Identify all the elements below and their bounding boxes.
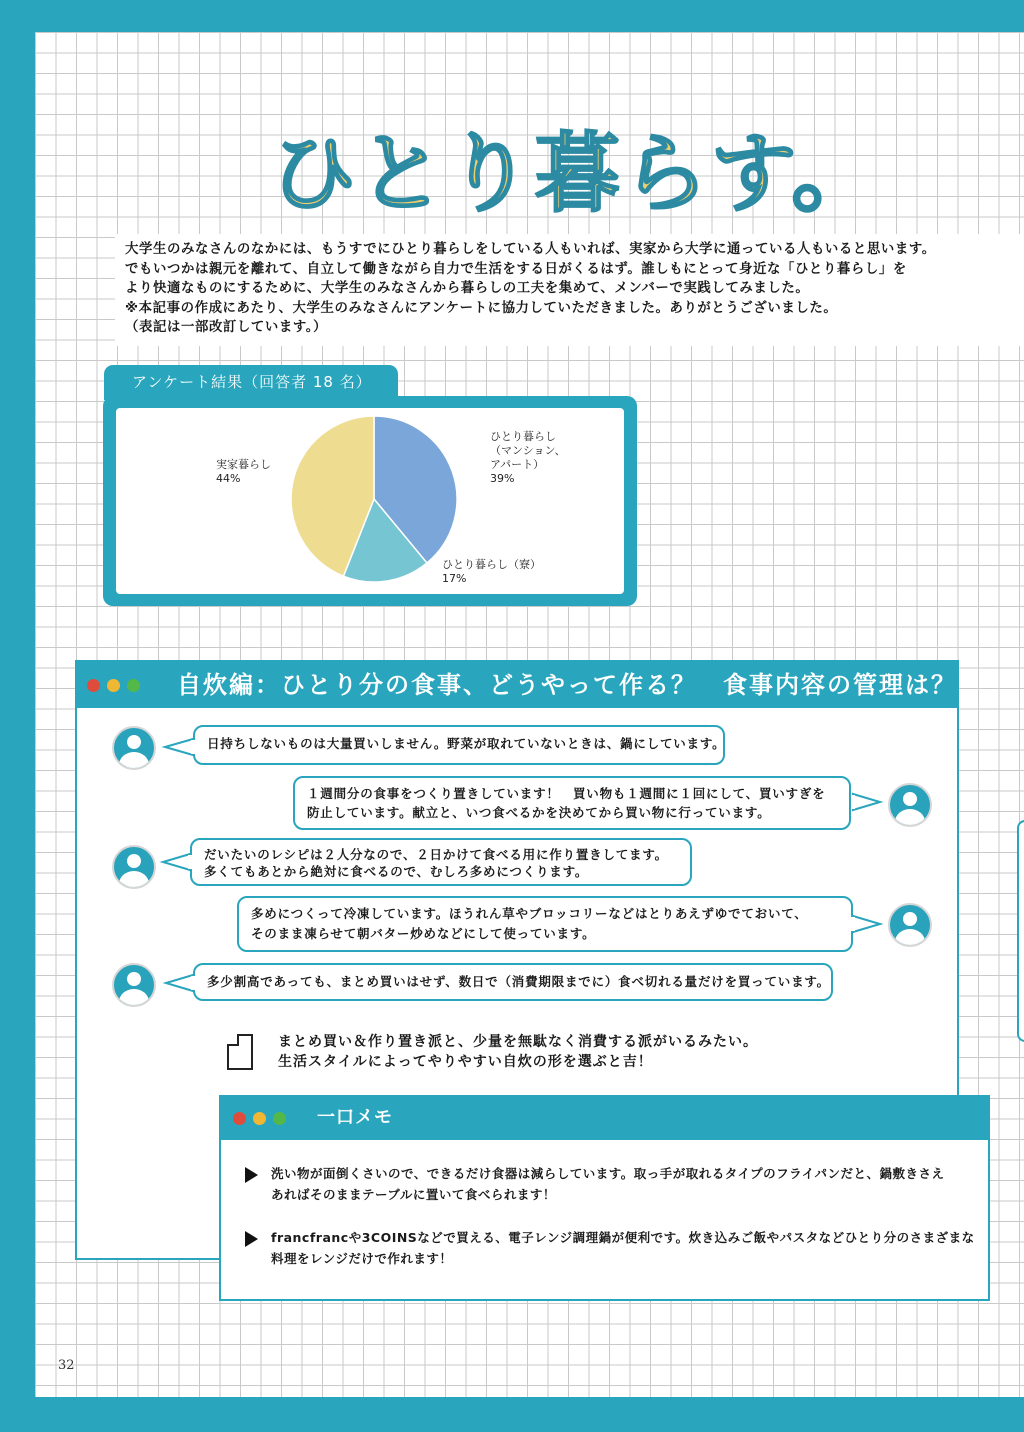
- user-avatar-icon: [888, 783, 932, 827]
- pie-label-family: [216, 458, 271, 486]
- intro-line: （表記は一部改訂しています。）: [125, 320, 328, 335]
- pie-label-text: ひとり暮らし （マンション、 アパート）: [490, 430, 566, 471]
- chat-line: 防止しています。献立と、いつ食べるかを決めてから買い物に行っています。: [307, 805, 771, 820]
- chat-bubble: [293, 776, 851, 830]
- note-text: [278, 1032, 758, 1072]
- pie-label-dorm: [442, 558, 541, 586]
- page-title: ひとり暮らす。: [270, 124, 880, 224]
- pie-label-pct: 39%: [490, 472, 515, 485]
- document-icon: [227, 1034, 253, 1070]
- user-avatar-icon: [112, 963, 156, 1007]
- green-dot-icon: [273, 1112, 286, 1125]
- chat-line: だいたいのレシピは２人分なので、２日かけて食べる用に作り置きしてます。: [204, 847, 668, 862]
- intro-line: でもいつかは親元を離れて、自立して働きながら自力で生活をする日がくるはず。誰しもにとって身近な「ひとり暮らし」を: [125, 261, 907, 277]
- chat-bubble: [193, 725, 725, 765]
- memo-header: [221, 1097, 988, 1140]
- chat-bubble: [193, 963, 833, 1001]
- memo-item: [245, 1163, 945, 1205]
- chat-line: １週間分の食事をつくり置きしています！ 買い物も１週間に１回にして、買いすぎを: [307, 786, 826, 801]
- memo-item: [245, 1227, 975, 1269]
- intro-text: [115, 234, 1024, 346]
- page-number: 32: [58, 1358, 75, 1373]
- play-arrow-icon: [245, 1231, 258, 1247]
- pie-label-pct: 17%: [442, 572, 467, 585]
- memo-line: 洗い物が面倒くさいので、できるだけ食器は減らしています。取っ手が取れるタイプのフライパンだと、鍋敷きさえ: [271, 1166, 945, 1181]
- chat-line: 多くてもあとから絶対に食べるので、むしろ多めにつくります。: [204, 864, 589, 879]
- note-line: まとめ買い＆作り置き派と、少量を無駄なく消費する派がいるみたい。: [278, 1034, 758, 1050]
- user-avatar-icon: [888, 903, 932, 947]
- chat-line: 多少割高であっても、まとめ買いはせず、数日で（消費期限までに）食べ切れる量だけを買っています。: [207, 974, 830, 989]
- memo-title: 一口メモ: [317, 1107, 393, 1128]
- user-avatar-icon: [112, 726, 156, 770]
- yellow-dot-icon: [107, 679, 120, 692]
- memo-panel: [219, 1095, 990, 1301]
- pie-label-pct: 44%: [216, 472, 241, 485]
- intro-line: 大学生のみなさんのなかには、もうすでにひとり暮らしをしている人もいれば、実家から大学に通っている人もいると思います。: [125, 242, 936, 257]
- play-arrow-icon: [245, 1167, 258, 1183]
- intro-line: より快適なものにするために、大学生のみなさんから暮らしの工夫を集めて、メンバーで実践してみました。: [125, 281, 810, 296]
- yellow-dot-icon: [253, 1112, 266, 1125]
- chat-line: 多めにつくって冷凍しています。ほうれん草やブロッコリーなどはとりあえずゆでておいて、: [251, 906, 808, 921]
- pie-label-apartment: [490, 430, 566, 486]
- green-dot-icon: [127, 679, 140, 692]
- memo-line: あればそのままテーブルに置いて食べられます！: [271, 1187, 556, 1202]
- survey-chart-area: [116, 408, 624, 594]
- chat-line: そのまま凍らせて朝バター炒めなどにして使っています。: [251, 926, 596, 941]
- pie-label-text: ひとり暮らし（寮）: [442, 558, 541, 571]
- pie-label-text: 実家暮らし: [216, 458, 271, 471]
- red-dot-icon: [87, 679, 100, 692]
- chat-bubble: [190, 838, 692, 886]
- memo-line: 料理をレンジだけで作れます！: [271, 1251, 453, 1266]
- chat-header: [77, 662, 957, 708]
- chat-title: 自炊編：ひとり分の食事、どうやって作る？ 食事内容の管理は？: [177, 671, 957, 699]
- survey-panel: [103, 396, 637, 606]
- pie-chart: [289, 414, 459, 584]
- intro-line: ※本記事の作成にあたり、大学生のみなさんにアンケートに協力していただきました。ありがとうございました。: [125, 300, 838, 316]
- note-line: 生活スタイルによってやりやすい自炊の形を選ぶと吉！: [278, 1054, 653, 1070]
- chat-bubble: [237, 896, 853, 952]
- page: [35, 32, 1024, 1397]
- chat-line: 日持ちしないものは大量買いしません。野菜が取れていないときは、鍋にしています。: [207, 736, 726, 751]
- red-dot-icon: [233, 1112, 246, 1125]
- survey-tab: アンケート結果（回答者 18 名）: [104, 365, 398, 400]
- next-panel-edge: [1017, 820, 1024, 1042]
- user-avatar-icon: [112, 845, 156, 889]
- memo-line: francfrancや3COINSなどで買える、電子レンジ調理鍋が便利です。炊き込みご飯やパスタなどひとり分のさまざまな: [271, 1230, 975, 1245]
